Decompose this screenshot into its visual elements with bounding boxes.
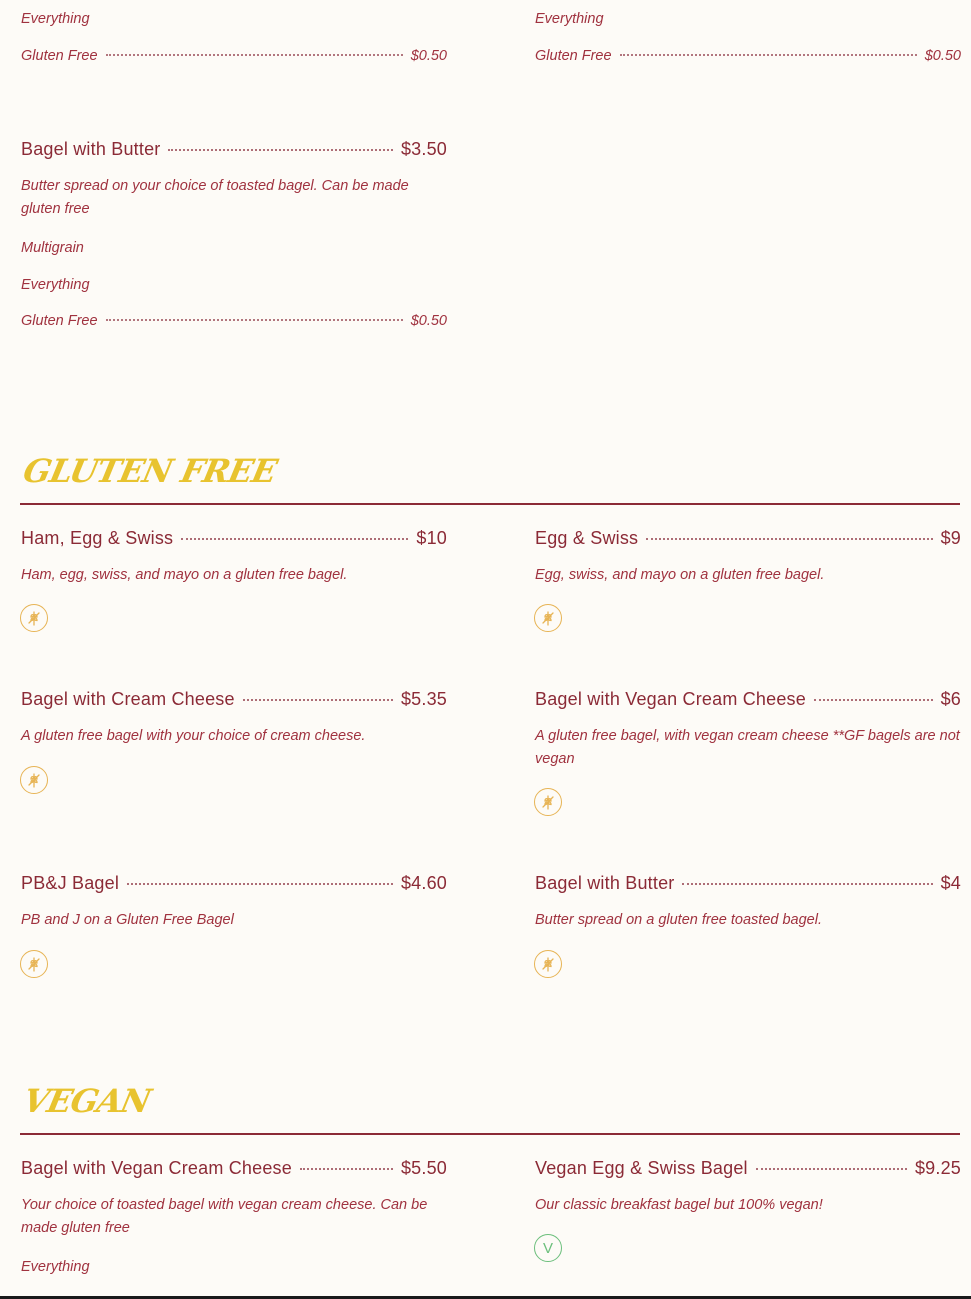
menu-item-vegan-egg-swiss-bagel[interactable] xyxy=(535,1158,961,1179)
section-divider xyxy=(20,503,960,505)
option-gluten-free[interactable]: Gluten Free $0.50 xyxy=(535,48,961,64)
option-gluten-free[interactable]: Gluten Free $0.50 xyxy=(21,313,447,329)
item-price: $10 xyxy=(416,528,447,548)
item-price: $6 xyxy=(940,689,961,709)
section-title-gluten-free: GLUTEN FREE xyxy=(19,452,280,490)
item-description: Butter spread on a gluten free toasted bagel. xyxy=(535,912,822,928)
option-everything[interactable]: Everything xyxy=(21,11,90,27)
option-gluten-free[interactable]: Gluten Free $0.50 xyxy=(21,48,447,64)
item-price: $9 xyxy=(940,528,961,548)
vegan-badge xyxy=(534,1234,562,1262)
item-description: Ham, egg, swiss, and mayo on a gluten free bagel. xyxy=(21,567,348,583)
menu-item-bagel-with-butter[interactable] xyxy=(21,139,447,160)
item-price: $5.50 xyxy=(400,1158,447,1178)
gluten-free-badge xyxy=(534,950,562,978)
menu-item-bagel-with-cream-cheese[interactable] xyxy=(21,689,447,710)
wheat-icon xyxy=(25,955,43,973)
gluten-free-badge xyxy=(20,766,48,794)
gluten-free-badge xyxy=(20,604,48,632)
gluten-free-badge xyxy=(534,604,562,632)
item-description: Butter spread on your choice of toasted bagel. Can be made gluten free xyxy=(21,178,409,217)
option-everything[interactable]: Everything xyxy=(21,1259,90,1275)
wheat-icon xyxy=(25,771,43,789)
menu-item-gf-bagel-with-butter[interactable] xyxy=(535,873,961,894)
item-name: Ham, Egg & Swiss xyxy=(21,528,174,548)
wheat-icon xyxy=(539,609,557,627)
item-name: Bagel with Butter xyxy=(21,139,161,159)
item-price: $3.50 xyxy=(400,139,447,159)
item-name: Bagel with Butter xyxy=(535,873,675,893)
item-price: $4.60 xyxy=(400,873,447,893)
item-description: Your choice of toasted bagel with vegan cream cheese. Can be made gluten free xyxy=(21,1197,428,1236)
section-divider xyxy=(20,1133,960,1135)
gluten-free-badge xyxy=(534,788,562,816)
gluten-free-badge xyxy=(20,950,48,978)
item-description: A gluten free bagel with your choice of cream cheese. xyxy=(21,728,366,744)
item-name: PB&J Bagel xyxy=(21,873,120,893)
wheat-icon xyxy=(539,955,557,973)
item-price: $9.25 xyxy=(914,1158,961,1178)
menu-item-ham-egg-swiss[interactable] xyxy=(21,528,447,549)
item-price: $5.35 xyxy=(400,689,447,709)
wheat-icon xyxy=(25,609,43,627)
menu-item-egg-swiss[interactable] xyxy=(535,528,961,549)
section-title-vegan: VEGAN xyxy=(19,1082,154,1120)
item-price: $4 xyxy=(940,873,961,893)
item-description: A gluten free bagel, with vegan cream cheese **GF bagels are not vegan xyxy=(535,728,960,767)
item-name: Bagel with Vegan Cream Cheese xyxy=(535,689,806,709)
menu-item-bagel-with-vegan-cream-cheese[interactable] xyxy=(535,689,961,710)
item-description: PB and J on a Gluten Free Bagel xyxy=(21,912,234,928)
menu-item-bagel-with-vegan-cream-cheese[interactable] xyxy=(21,1158,447,1179)
item-name: Bagel with Vegan Cream Cheese xyxy=(21,1158,292,1178)
item-name: Vegan Egg & Swiss Bagel xyxy=(535,1158,748,1178)
option-everything[interactable]: Everything xyxy=(21,277,90,293)
option-multigrain[interactable]: Multigrain xyxy=(21,240,84,256)
option-everything[interactable]: Everything xyxy=(535,11,604,27)
menu-item-pbj-bagel[interactable] xyxy=(21,873,447,894)
item-description: Our classic breakfast bagel but 100% vegan! xyxy=(535,1197,823,1213)
item-description: Egg, swiss, and mayo on a gluten free bagel. xyxy=(535,567,825,583)
wheat-icon xyxy=(539,793,557,811)
vegan-v-icon: V xyxy=(542,1239,553,1257)
item-name: Bagel with Cream Cheese xyxy=(21,689,235,709)
item-name: Egg & Swiss xyxy=(535,528,639,548)
